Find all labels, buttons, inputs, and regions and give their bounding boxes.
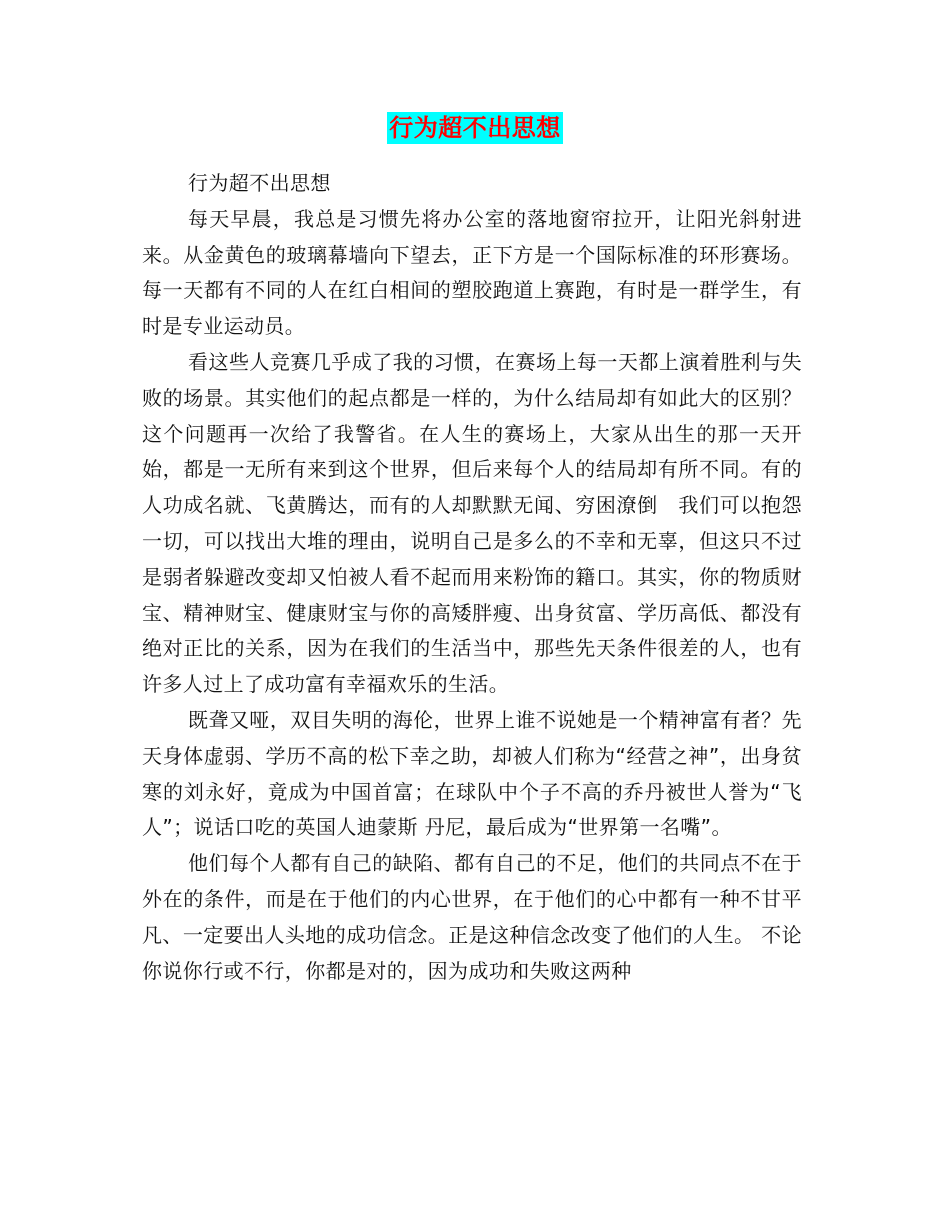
document-title: 行为超不出思想	[389, 114, 561, 142]
document-body	[142, 166, 802, 989]
paragraph: 他们每个人都有自己的缺陷、都有自己的不足，他们的共同点不在于外在的条件，而是在于他们的内心世界，在于他们的心中都有一种不甘平凡、一定要出人头地的成功信念。正是这种信念改变了他们的人生。 不论你说你行或不行，你都是对的，因为成功和失败这两种	[142, 851, 802, 983]
paragraph: 既聋又哑，双目失明的海伦，世界上谁不说她是一个精神富有者？先天身体虚弱、学历不高的松下幸之助，却被人们称为“经营之神”，出身贫寒的刘永好，竟成为中国首富；在球队中个子不高的乔丹被世人誉为“飞人”；说话口吃的英国人迪蒙斯 丹尼，最后成为“世界第一名嘴”。	[142, 707, 802, 840]
paragraph-subtitle: 行为超不出思想	[188, 171, 331, 195]
paragraph: 每天早晨，我总是习惯先将办公室的落地窗帘拉开，让阳光斜射进来。从金黄色的玻璃幕墙向下望去，正下方是一个国际标准的环形赛场。每一天都有不同的人在红白相间的塑胶跑道上赛跑，有时是一群学生，有时是专业运动员。	[142, 206, 802, 339]
paragraph: 看这些人竞赛几乎成了我的习惯，在赛场上每一天都上演着胜利与失败的场景。其实他们的起点都是一样的，为什么结局却有如此大的区别？这个问题再一次给了我警省。在人生的赛场上，大家从出生的那一天开始，都是一无所有来到这个世界，但后来每个人的结局却有所不同。有的人功成名就、飞黄腾达，而有的人却默默无闻、穷困潦倒 我们可以抱怨一切，可以找出大堆的理由，说明自己是多么的不幸和无辜，但这只不过是弱者躲避改变却又怕被人看不起而用来粉饰的籍口。其实，你的物质财宝、精神财宝、健康财宝与你的高矮胖瘦、出身贫富、学历高低、都没有绝对正比的关系，因为在我们的生活当中，那些先天条件很差的人，也有许多人过上了成功富有幸福欢乐的生活。	[142, 349, 802, 697]
title-container	[0, 112, 950, 144]
